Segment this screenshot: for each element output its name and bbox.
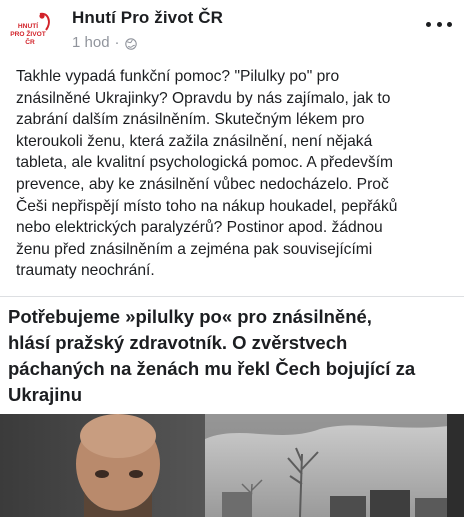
- link-headline[interactable]: Potřebujeme »pilulky po« pro znásilněné, hlásí pražský zdravotník. O zvěrstvech páchaných na ženách mu řekl Čech bojující za Ukrajinu: [8, 306, 416, 405]
- link-preview-image[interactable]: [0, 414, 464, 517]
- link-preview-card[interactable]: [0, 296, 464, 517]
- more-options-icon[interactable]: [426, 16, 452, 32]
- logo-line-2: PRO ŽIVOT: [10, 31, 46, 38]
- post-header: [0, 0, 464, 60]
- post-text: Takhle vypadá funkční pomoc? "Pilulky po" pro znásilněné Ukrajinky? Opravdu by nás zajímalo, jak to zabrání dalším znásilněním. Skutečným lékem pro kteroukoli ženu, která zažila znásilnění, není nějaká tableta, ale kvalitní psychologická pomoc. A především prevence, aby ke znásilnění vůbec nedocházelo. Proč Češi nepřispějí místo toho na nákup houkadel, pepřáků nebo elektrických paralyzérů? Postinor apod. žádnou ženu před znásilněním a zejména pak souvisejícími traumaty neochrání.: [16, 68, 398, 280]
- logo-line-3: ČR: [25, 39, 35, 46]
- card-divider: [0, 296, 464, 297]
- pro-zivot-logo: [10, 8, 56, 54]
- page-avatar[interactable]: [10, 8, 56, 54]
- globe-icon[interactable]: [125, 37, 137, 49]
- page-name[interactable]: Hnutí Pro život ČR: [72, 8, 224, 27]
- post-time[interactable]: 1 hod: [72, 34, 110, 51]
- post-meta: [72, 34, 137, 51]
- logo-line-1: HNUTÍ: [17, 23, 39, 30]
- meta-separator: ·: [114, 34, 120, 51]
